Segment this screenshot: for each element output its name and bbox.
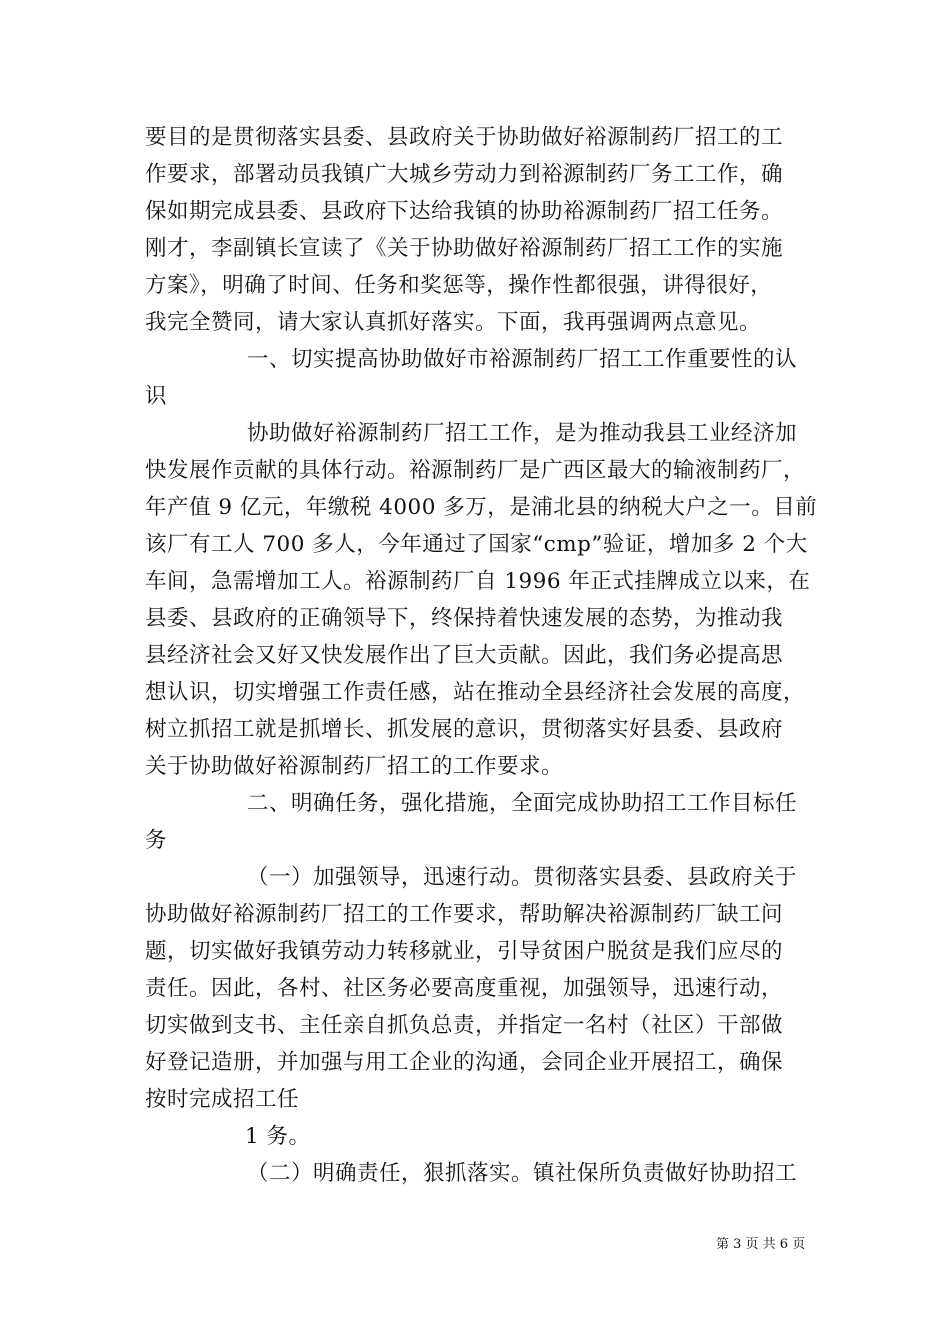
page-number-footer: 第 3 页 共 6 页 [716, 1237, 806, 1252]
text-line: 保如期完成县委、县政府下达给我镇的协助裕源制药厂招工任务。 [145, 199, 784, 224]
text-line: 年产值 9 亿元，年缴税 4000 多万，是浦北县的纳税大户之一。目前 [145, 495, 818, 520]
text-line: 作要求，部署动员我镇广大城乡劳动力到裕源制药厂务工工作，确 [145, 162, 784, 187]
text-line: 县经济社会又好又快发展作出了巨大贡献。因此，我们务必提高思 [145, 643, 784, 668]
text-line: （一）加强领导，迅速行动。贯彻落实县委、县政府关于 [247, 865, 798, 890]
text-line: 刚才，李副镇长宣读了《关于协助做好裕源制药厂招工工作的实施 [145, 236, 784, 261]
text-line: 车间，急需增加工人。裕源制药厂自 1996 年正式挂牌成立以来，在 [145, 569, 811, 594]
text-line: 1 务。 [245, 1124, 311, 1149]
text-line: 协助做好裕源制药厂招工的工作要求，帮助解决裕源制药厂缺工问 [145, 902, 784, 927]
text-line: 我完全赞同，请大家认真抓好落实。下面，我再强调两点意见。 [145, 310, 762, 335]
text-line: 快发展作贡献的具体行动。裕源制药厂是广西区最大的输液制药厂， [145, 458, 806, 483]
text-line: 方案》，明确了时间、任务和奖惩等，操作性都很强，讲得很好， [145, 273, 773, 298]
text-line: 好登记造册，并加强与用工企业的沟通，会同企业开展招工，确保 [145, 1050, 784, 1075]
text-line: 关于协助做好裕源制药厂招工的工作要求。 [145, 754, 564, 779]
text-line: 想认识，切实增强工作责任感，站在推动全县经济社会发展的高度， [145, 680, 806, 705]
text-line: 树立抓招工就是抓增长、抓发展的意识，贯彻落实好县委、县政府 [145, 717, 784, 742]
section-heading-1: 一、切实提高协助做好市裕源制药厂招工工作重要性的认 [247, 347, 798, 372]
text-line: 该厂有工人 700 多人，今年通过了国家“cmp”验证，增加多 2 个大 [145, 532, 808, 557]
text-line: 协助做好裕源制药厂招工工作，是为推动我县工业经济加 [247, 421, 798, 446]
section-heading-1-cont: 识 [145, 384, 168, 409]
text-line: 题，切实做好我镇劳动力转移就业，引导贫困户脱贫是我们应尽的 [145, 939, 784, 964]
section-heading-2-cont: 务 [145, 828, 168, 853]
text-line: （二）明确责任，狠抓落实。镇社保所负责做好协助招工 [247, 1161, 798, 1186]
section-heading-2: 二、明确任务，强化措施，全面完成协助招工工作目标任 [247, 791, 798, 816]
text-line: 要目的是贯彻落实县委、县政府关于协助做好裕源制药厂招工的工 [145, 125, 784, 150]
text-line: 按时完成招工任 [145, 1087, 300, 1112]
text-line: 县委、县政府的正确领导下，终保持着快速发展的态势，为推动我 [145, 606, 784, 631]
text-line: 责任。因此，各村、社区务必要高度重视，加强领导，迅速行动， [145, 976, 784, 1001]
text-line: 切实做到支书、主任亲自抓负总责，并指定一名村（社区）干部做 [145, 1013, 784, 1038]
